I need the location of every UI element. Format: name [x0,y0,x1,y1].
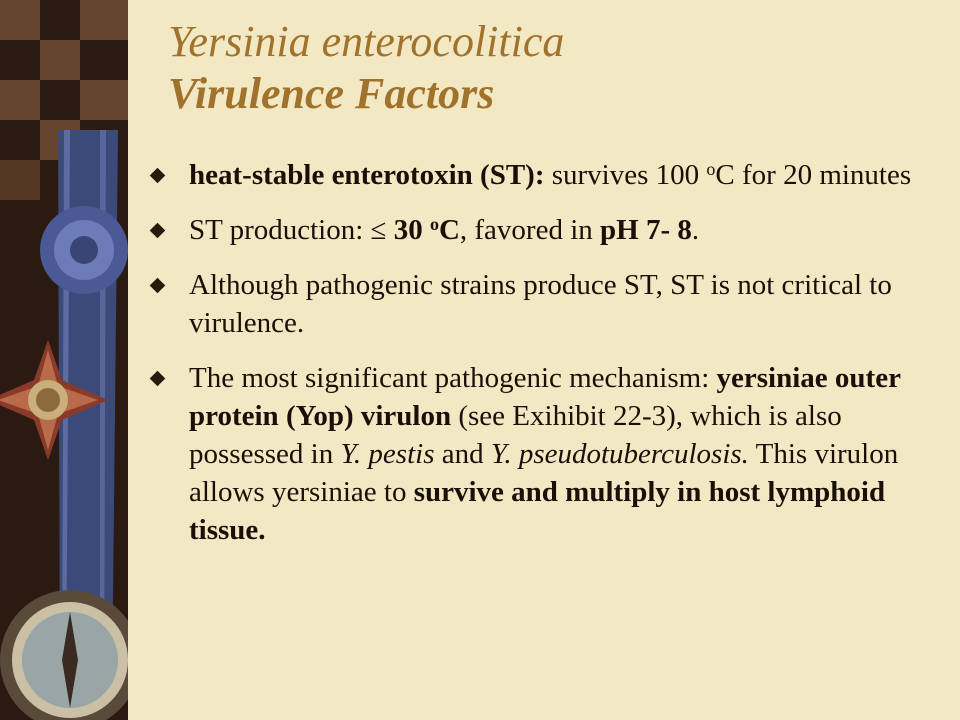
diamond-bullet-icon [150,168,166,184]
diamond-bullet-icon [150,371,166,387]
slide-title [168,16,928,120]
diamond-bullet-icon [150,223,166,239]
bullet-text: ST production: ≤ 30 $^o$C, favored in pH 7- 8. [189,214,700,246]
bullet-text: Although pathogenic strains produce ST, ST is not critical to virulence. [189,269,892,339]
bullet-text: The most significant pathogenic mechanism: yersiniae outer protein (Yop) virulon (see Exihibit 22-3), which is also possessed in Y. pestis and Y. pseudotuberculosis. This virulon allows yersiniae to survive and multiply in host lymphoid tissue. [189,362,901,546]
title-line-topic: Virulence Factors [168,69,495,118]
bullet-item-enterotoxin [152,156,942,194]
diamond-bullet-icon [150,278,166,294]
decorative-side-image [0,0,128,720]
bullet-item-st-production [152,211,942,249]
title-line-species: Yersinia enterocolitica [168,17,565,66]
bullet-item-yop-virulon [152,359,942,549]
bullet-text: heat-stable enterotoxin (ST): survives 100 $^o$C for 20 minutes [189,159,912,191]
bullet-item-st-not-critical [152,266,942,342]
bullet-list [152,156,942,566]
